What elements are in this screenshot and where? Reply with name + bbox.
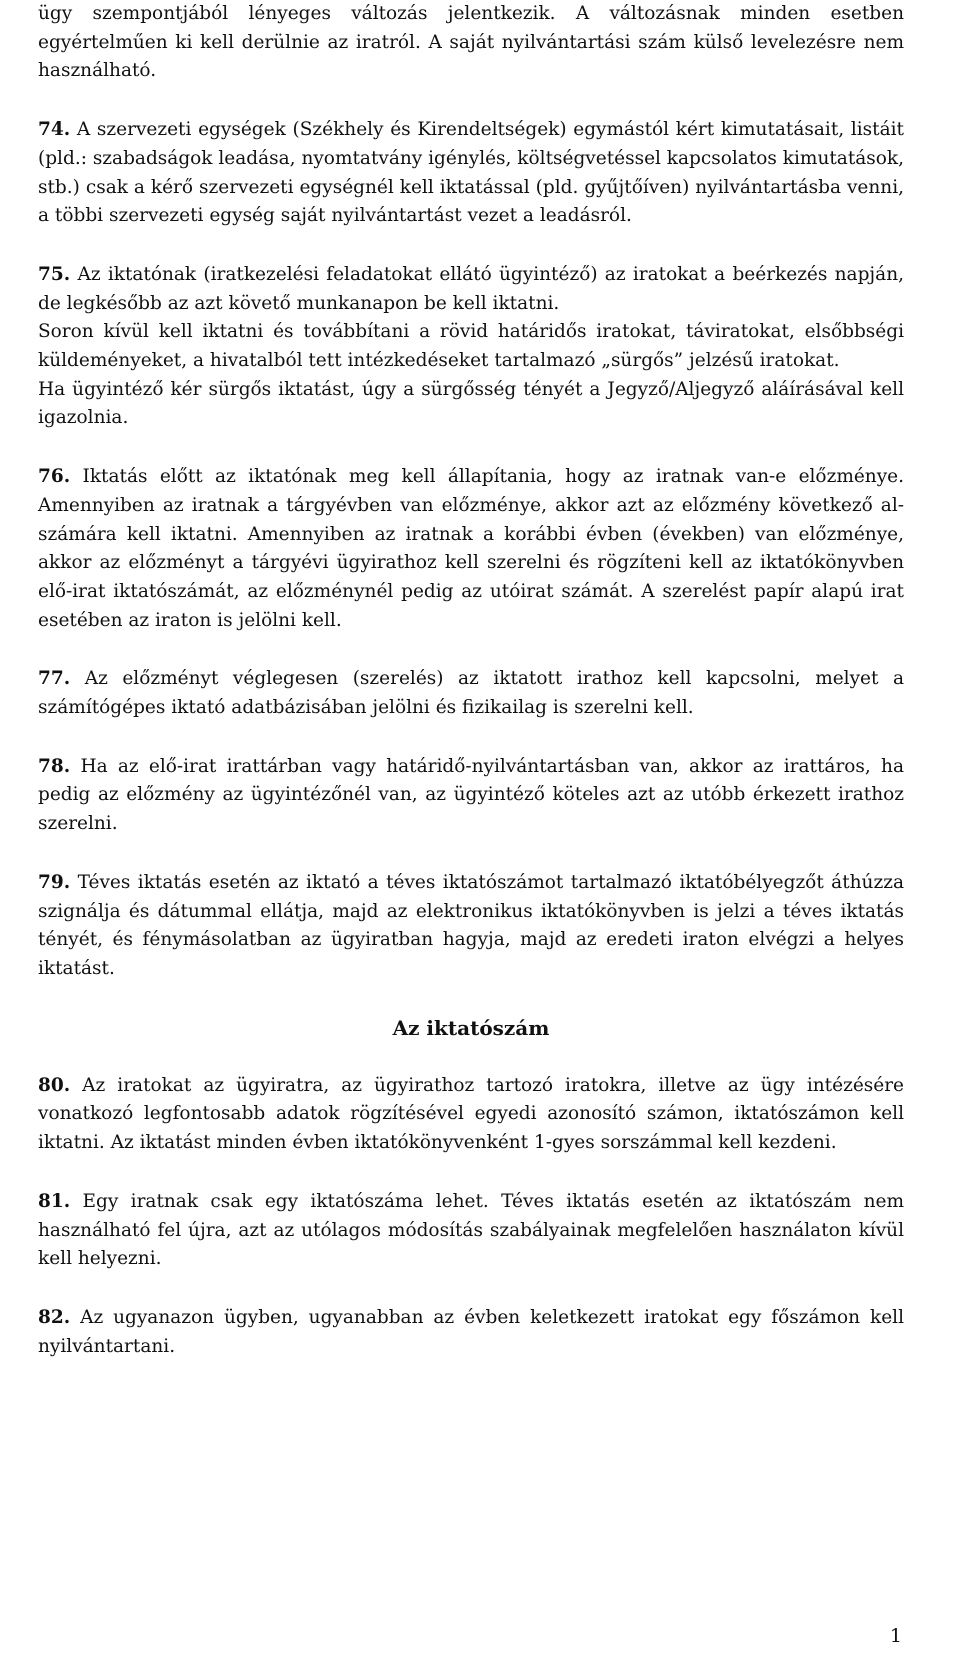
page-number: 1 [889,1625,902,1647]
item-number: 81. [38,1190,71,1212]
item-text: Egy iratnak csak egy iktatószáma lehet. Téves iktatás esetén az iktatószám nem használható fel újra, azt az utólagos módosítás szabályainak megfelelően használaton kívül kell helyezni. [38,1190,904,1270]
item-80 [38,1072,904,1158]
item-text: Az iratokat az ügyiratra, az ügyirathoz tartozó iratokra, illetve az ügy intézésére vonatkozó legfontosabb adatok rögzítésével egyedi azonosító számon, iktatószámon kell iktatni. Az iktatást minden évben iktatókönyvenként 1-gyes sorszámmal kell kezdeni. [38,1074,904,1154]
item-text: Iktatás előtt az iktatónak meg kell állapítania, hogy az iratnak van-e előzménye. Amennyiben az iratnak a tárgyévben van előzménye, akkor azt az előzmény következő al-számára kell iktatni. Amennyiben az iratnak a korábbi évben (években) van előzménye, akkor az előzményt a tárgyévi ügyirathoz kell szerelni és rögzíteni kell az iktatókönyvben elő-irat iktatószámát, az előzménynél pedig az utóirat számát. A szerelést papír alapú irat esetében az iraton is jelölni kell. [38,466,904,631]
item-text: Téves iktatás esetén az iktató a téves iktatószámot tartalmazó iktatóbélyegzőt áthúzza szignálja és dátummal ellátja, majd az elektronikus iktatókönyvben is jelzi a téves iktatás tényét, és fénymásolatban az ügyiratban hagyja, majd az eredeti iraton elvégzi a helyes iktatást. [38,871,904,979]
spacer [38,1158,904,1188]
spacer [38,839,904,869]
spacer [38,433,904,463]
item-text: Az ugyanazon ügyben, ugyanabban az évben keletkezett iratokat egy főszámon kell nyilvántartani. [38,1306,904,1357]
spacer [38,723,904,753]
item-number: 76. [38,466,71,488]
item-number: 82. [38,1306,71,1328]
item-78 [38,753,904,839]
item-79 [38,869,904,984]
spacer [38,984,904,1014]
spacer [38,1042,904,1072]
item-number: 78. [38,755,71,777]
document-page [38,0,904,1361]
spacer [38,1274,904,1304]
spacer [38,231,904,261]
item-82 [38,1304,904,1361]
item-75-extra-1: Soron kívül kell iktatni és továbbítani a rövid határidős iratokat, táviratokat, elsőbbségi küldeményeket, a hivatalból tett intézkedéseket tartalmazó „sürgős” jelzésű iratokat. [38,321,904,372]
item-number: 77. [38,668,71,690]
item-76 [38,463,904,635]
item-number: 80. [38,1074,71,1096]
section-heading: Az iktatószám [392,1015,550,1040]
item-77 [38,665,904,722]
item-75 [38,261,904,318]
intro-paragraph: ügy szempontjából lényeges változás jelentkezik. A változásnak minden esetben egyértelműen ki kell derülnie az iratról. A saját nyilvántartási szám külső levelezésre nem használható. [38,3,904,82]
item-81 [38,1188,904,1274]
spacer [38,635,904,665]
item-text: Ha az elő-irat irattárban vagy határidő-nyilvántartásban van, akkor az irattáros, ha pedig az előzmény az ügyintézőnél van, az ügyintéző köteles azt az utóbb érkezett irathoz szerelni. [38,755,904,835]
item-75-extra-2: Ha ügyintéző kér sürgős iktatást, úgy a sürgősség tényét a Jegyző/Aljegyző aláírásával kell igazolnia. [38,378,904,429]
item-text: A szervezeti egységek (Székhely és Kirendeltségek) egymástól kért kimutatásait, listáit (pld.: szabadságok leadása, nyomtatvány igénylés, költségvetéssel kapcsolatos kimutatások, stb.) csak a kérő szervezeti egységnél kell iktatással (pld. gyűjtőíven) nyilvántartásba venni, a többi szervezeti egység saját nyilvántartást vezet a leadásról. [38,119,905,227]
item-number: 75. [38,263,71,285]
item-74 [38,116,904,231]
item-text: Az iktatónak (iratkezelési feladatokat ellátó ügyintéző) az iratokat a beérkezés napján, de legkésőbb az azt követő munkanapon be kell iktatni. [38,263,904,314]
item-number: 79. [38,871,71,893]
spacer [38,86,904,116]
item-text: Az előzményt véglegesen (szerelés) az iktatott irathoz kell kapcsolni, melyet a számítógépes iktató adatbázisában jelölni és fizikailag is szerelni kell. [38,668,904,719]
item-number: 74. [38,119,71,141]
